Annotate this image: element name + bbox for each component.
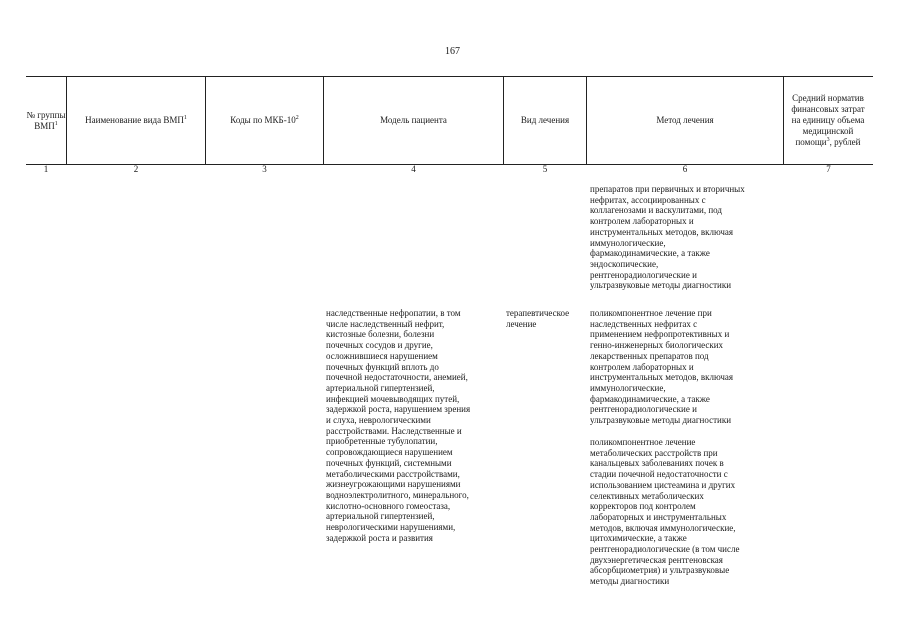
header-vmp-name-text: Наименование вида ВМП xyxy=(85,115,184,125)
treatment-type-cell: терапевтическое лечение xyxy=(506,308,570,329)
footnote-ref: 2 xyxy=(295,115,299,121)
header-group-number xyxy=(26,77,66,164)
column-number: 2 xyxy=(133,164,139,174)
header-vmp-name xyxy=(67,77,205,164)
footnote-ref: 1 xyxy=(54,120,58,127)
column-number: 7 xyxy=(826,164,831,174)
column-number: 1 xyxy=(43,164,49,174)
patient-model-cell: наследственные нефропатии, в том числе наследственный нефрит, кистозные болезни, болезни почечных сосудов и другие, осложнившиеся нарушением почечных функций вплоть до почечной недостаточности, анемией, артериальной гипертензией, инфекцией мочевыводящих путей, задержкой роста, нарушением зрения и слуха, неврологическими расстройствами. Наследственные и приобретенные тубулопатии, сопровождающиеся нарушением почечных функций, системными метаболическими расстройствами, жизнеугрожающими нарушениями водноэлектролитного, минерального, кислотно-основного гомеостаза, артериальной гипертензией, неврологическими нарушениями, задержкой роста и развития xyxy=(326,308,471,543)
column-number: 3 xyxy=(262,164,267,174)
header-treatment-type-text: Вид лечения xyxy=(520,115,570,125)
header-treatment-method-text: Метод лечения xyxy=(656,115,714,125)
treatment-method-continued: препаратов при первичных и вторичных нефритах, ассоциированных с коллагенозами и васкулитами, под контролем лабораторных и инструментальных методов, включая иммунологические, фармакодинамические, а также эндоскопические, рентгенорадиологические и ультразвуковые методы диагностики xyxy=(590,184,745,291)
header-average-cost xyxy=(786,77,870,164)
header-treatment-type xyxy=(504,77,586,164)
footnote-ref: 1 xyxy=(183,115,187,121)
header-patient-model xyxy=(324,77,503,164)
header-group-number-text: № группы ВМП xyxy=(26,109,66,131)
header-icd-codes-text: Коды по МКБ-10 xyxy=(230,115,296,125)
header-icd-codes xyxy=(206,77,323,164)
header-treatment-method xyxy=(587,77,783,164)
column-number: 5 xyxy=(542,164,548,174)
column-number: 4 xyxy=(411,164,416,174)
footnote-ref: 3 xyxy=(826,137,830,143)
page-number: 167 xyxy=(445,46,460,57)
header-patient-model-text: Модель пациента xyxy=(380,115,447,125)
header-average-cost-suffix: , рублей xyxy=(829,137,861,147)
column-number: 6 xyxy=(682,164,688,174)
column-divider xyxy=(783,76,784,165)
header-average-cost-text: Средний норматив финансовых затрат на единицу объема медицинской помощи xyxy=(791,93,865,147)
treatment-method-cell-2: поликомпонентное лечение метаболических расстройств при канальцевых заболеваниях почек в стадии почечной недостаточности с использованием цистеамина и других селективных метаболических корректоров под контролем лабораторных и инструментальных методов, включая иммунологические, цитохимические, а также рентгенорадиологические (в том числе двухэнергетическая рентгеновская абсорбциометрия) и ультразвуковые методы диагностики xyxy=(590,437,740,587)
treatment-method-cell-1: поликомпонентное лечение при наследственных нефритах с применением нефропротективных и генно-инженерных биологических лекарственных препаратов под контролем лабораторных и инструментальных методов, включая иммунологические, фармакодинамические, а также рентгенорадиологические и ультразвуковые методы диагностики xyxy=(590,308,733,426)
